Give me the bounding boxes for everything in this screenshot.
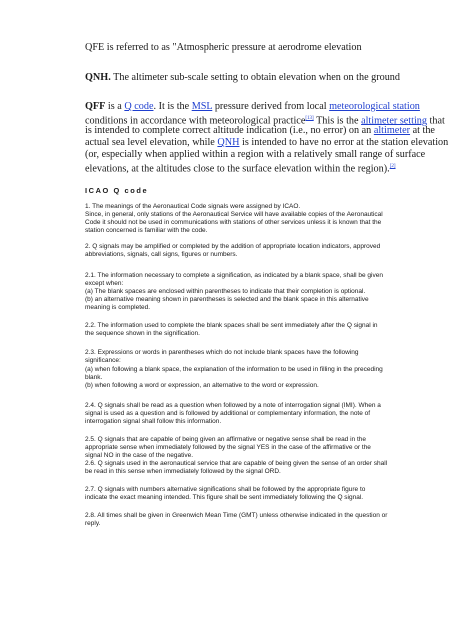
icao-line: 1. The meanings of the Aeronautical Code signals were assigned by ICAO.: [85, 203, 301, 210]
icao-line: 2. Q signals may be amplified or completed by the addition of appropriate location indicators, approved: [85, 243, 381, 250]
icao-heading: ICAO Q code: [85, 186, 149, 195]
reference-13-link[interactable]: [13]: [305, 116, 314, 121]
icao-line: 2.7. Q signals with numbers alternative significations shall be followed by the appropriate figure to: [85, 486, 366, 493]
qff-line-3: [85, 125, 435, 136]
qff-line-5: [85, 149, 425, 160]
icao-line: appropriate sense when immediately followed by the signal YES in the case of the affirmative or the: [85, 444, 371, 451]
icao-line: station concerned is familiar with the code.: [85, 227, 208, 234]
icao-line: abbreviations, signals, call signs, figures or numbers.: [85, 251, 238, 258]
icao-line: significance:: [85, 357, 121, 364]
link-meteorological-station[interactable]: meteorological station: [329, 101, 420, 112]
qff-text: conditions in accordance with meteorological practice: [85, 115, 306, 127]
icao-line: interrogation signal shall follow this information.: [85, 418, 222, 425]
qff-text: pressure derived from local: [212, 101, 330, 112]
qnh-term: QNH.: [85, 72, 111, 83]
qff-line-1: [85, 101, 420, 112]
qff-line-6: [85, 161, 396, 175]
icao-line: signal NO in the case of the negative.: [85, 452, 194, 459]
icao-line: Code it should not be used in communications with stations of other services unless it is known that the: [85, 219, 382, 226]
icao-line: meaning is completed.: [85, 304, 151, 311]
qff-text: . It is the: [153, 101, 192, 112]
icao-line: 2.3. Expressions or words in parentheses which do not include blank spaces have the following: [85, 349, 359, 356]
icao-line: be read in this sense when immediately followed by the signal ORD.: [85, 468, 281, 475]
qfe-line: [85, 42, 362, 53]
qff-term: QFF: [85, 101, 106, 112]
qff-text: is intended to have no error at the station elevation: [239, 137, 449, 148]
icao-line: 2.8. All times shall be given in Greenwich Mean Time (GMT) unless otherwise indicated in the question or: [85, 512, 388, 519]
icao-line: (a) The blank spaces are enclosed within parentheses to indicate that their completion is optional.: [85, 288, 366, 295]
icao-line: except when:: [85, 280, 124, 287]
icao-line: 2.1. The information necessary to complete a signification, as indicated by a blank space, shall be given: [85, 272, 383, 279]
icao-line: (a) when following a blank space, the explanation of the information to be used in filling in the preceding: [85, 366, 383, 373]
icao-line: 2.6. Q signals used in the aeronautical service that are capable of being given the sense of an order shall: [85, 460, 388, 467]
link-msl[interactable]: MSL: [191, 101, 213, 112]
icao-line: the sequence shown in the signification.: [85, 330, 200, 337]
link-q-code[interactable]: Q code: [124, 101, 154, 112]
icao-line: signal is used as a question and is followed by additional or complementary information, the note of: [85, 410, 371, 417]
qff-text: elevations, at the altitudes close to the surface elevation within the region).: [85, 163, 390, 175]
qff-text: is a: [105, 101, 125, 112]
icao-line: Since, in general, only stations of the Aeronautical Service will have available copies of the Aeronautical: [85, 211, 383, 218]
qnh-text: The altimeter sub-scale setting to obtain elevation when on the ground: [110, 72, 400, 83]
qff-text: (or, especially when applied within a region with a relatively small range of surface: [85, 149, 426, 160]
icao-line: indicate the exact meaning intended. This figure shall be sent immediately following the Q signal.: [85, 494, 364, 501]
icao-line: (b) when following a word or expression, an alternative to the word or expression.: [85, 382, 319, 389]
icao-line: blank.: [85, 374, 103, 381]
icao-line: 2.2. The information used to complete the blank spaces shall be sent immediately after the Q signal in: [85, 322, 378, 329]
reference-2-link[interactable]: [2]: [389, 164, 396, 169]
qfe-text: QFE is referred to as "Atmospheric pressure at aerodrome elevation: [85, 42, 362, 53]
icao-line: 2.5. Q signals that are capable of being given an affirmative or negative sense shall be read in the: [85, 436, 367, 443]
qff-text: is intended to complete correct altitude indication (i.e., no error) on an: [85, 125, 374, 136]
link-altimeter-setting[interactable]: altimeter setting: [361, 115, 427, 127]
icao-line: reply.: [85, 520, 101, 527]
qff-text: actual sea level elevation, while: [85, 137, 218, 148]
icao-line: (b) an alternative meaning shown in parentheses is selected and the blank space in this alternative: [85, 296, 369, 303]
qff-text: that: [426, 115, 445, 127]
qff-text: This is the: [313, 115, 362, 127]
qff-text: at the: [410, 125, 435, 136]
qff-line-4: [85, 137, 448, 148]
icao-line: 2.4. Q signals shall be read as a question when followed by a note of interrogation signal (IMI). When a: [85, 402, 381, 409]
link-altimeter[interactable]: altimeter: [373, 125, 411, 136]
qnh-line: [85, 72, 400, 83]
link-qnh[interactable]: QNH: [217, 137, 240, 148]
